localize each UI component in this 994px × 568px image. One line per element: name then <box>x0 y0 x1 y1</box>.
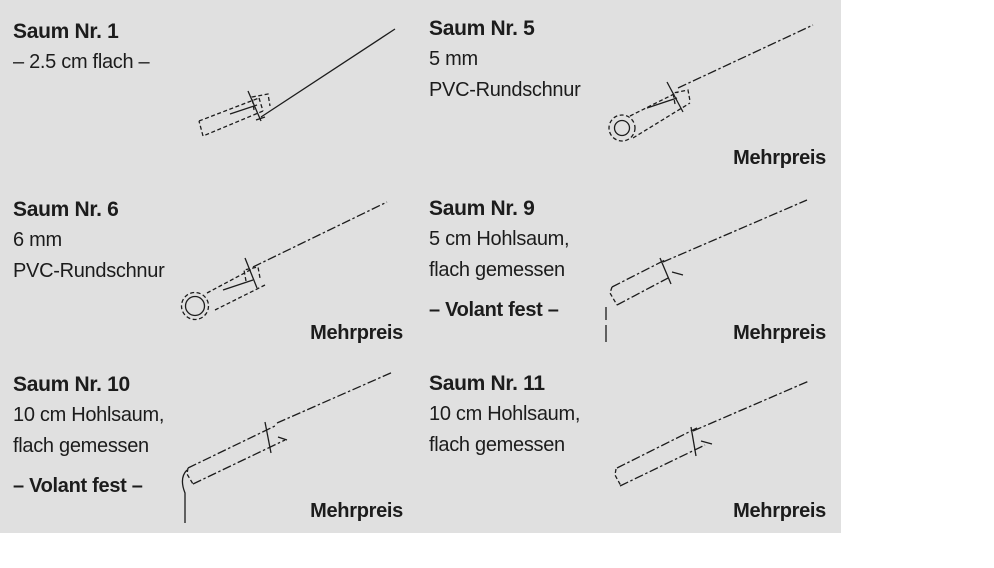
flat-hem-diagram-icon <box>180 20 410 145</box>
seam-description-line: 5 cm Hohlsaum, <box>429 228 570 250</box>
surcharge-label: Mehrpreis <box>733 147 826 169</box>
seam-description-line: 5 mm <box>429 48 478 70</box>
seam-description-line: 10 cm Hohlsaum, <box>13 404 165 426</box>
hollow-hem-diagram-icon <box>600 373 835 493</box>
seam-title: Saum Nr. 11 <box>429 372 545 395</box>
seam-title: Saum Nr. 9 <box>429 197 535 220</box>
seam-option-saum-6 <box>0 180 420 355</box>
seam-title: Saum Nr. 6 <box>13 198 119 221</box>
seam-option-saum-5 <box>420 0 841 180</box>
seam-description-line: flach gemessen <box>429 434 565 456</box>
surcharge-label: Mehrpreis <box>733 322 826 344</box>
hollow-hem-valance-diagram-icon <box>178 367 398 527</box>
seam-title: Saum Nr. 10 <box>13 373 130 396</box>
hollow-hem-valance-diagram-icon <box>600 195 830 345</box>
surcharge-label: Mehrpreis <box>310 500 403 522</box>
seam-description-line: 10 cm Hohlsaum, <box>429 403 581 425</box>
seam-description-line: 6 mm <box>13 229 62 251</box>
seam-description-line: PVC-Rundschnur <box>429 79 581 101</box>
seam-title: Saum Nr. 1 <box>13 20 119 43</box>
seam-option-saum-1 <box>0 0 420 180</box>
seam-description-line: PVC-Rundschnur <box>13 260 165 282</box>
surcharge-label: Mehrpreis <box>310 322 403 344</box>
surcharge-label: Mehrpreis <box>733 500 826 522</box>
seam-option-saum-11 <box>420 355 841 533</box>
seam-title: Saum Nr. 5 <box>429 17 535 40</box>
round-cord-hem-diagram-icon <box>170 200 405 345</box>
fixed-valance-label: – Volant fest – <box>429 299 559 321</box>
seam-option-saum-10 <box>0 355 420 533</box>
seam-description-line: flach gemessen <box>429 259 565 281</box>
seam-description-line: flach gemessen <box>13 435 149 457</box>
round-cord-hem-diagram-icon <box>600 20 835 145</box>
fixed-valance-label: – Volant fest – <box>13 475 143 497</box>
seam-option-saum-9 <box>420 180 841 355</box>
seam-description-line: – 2.5 cm flach – <box>13 51 150 73</box>
